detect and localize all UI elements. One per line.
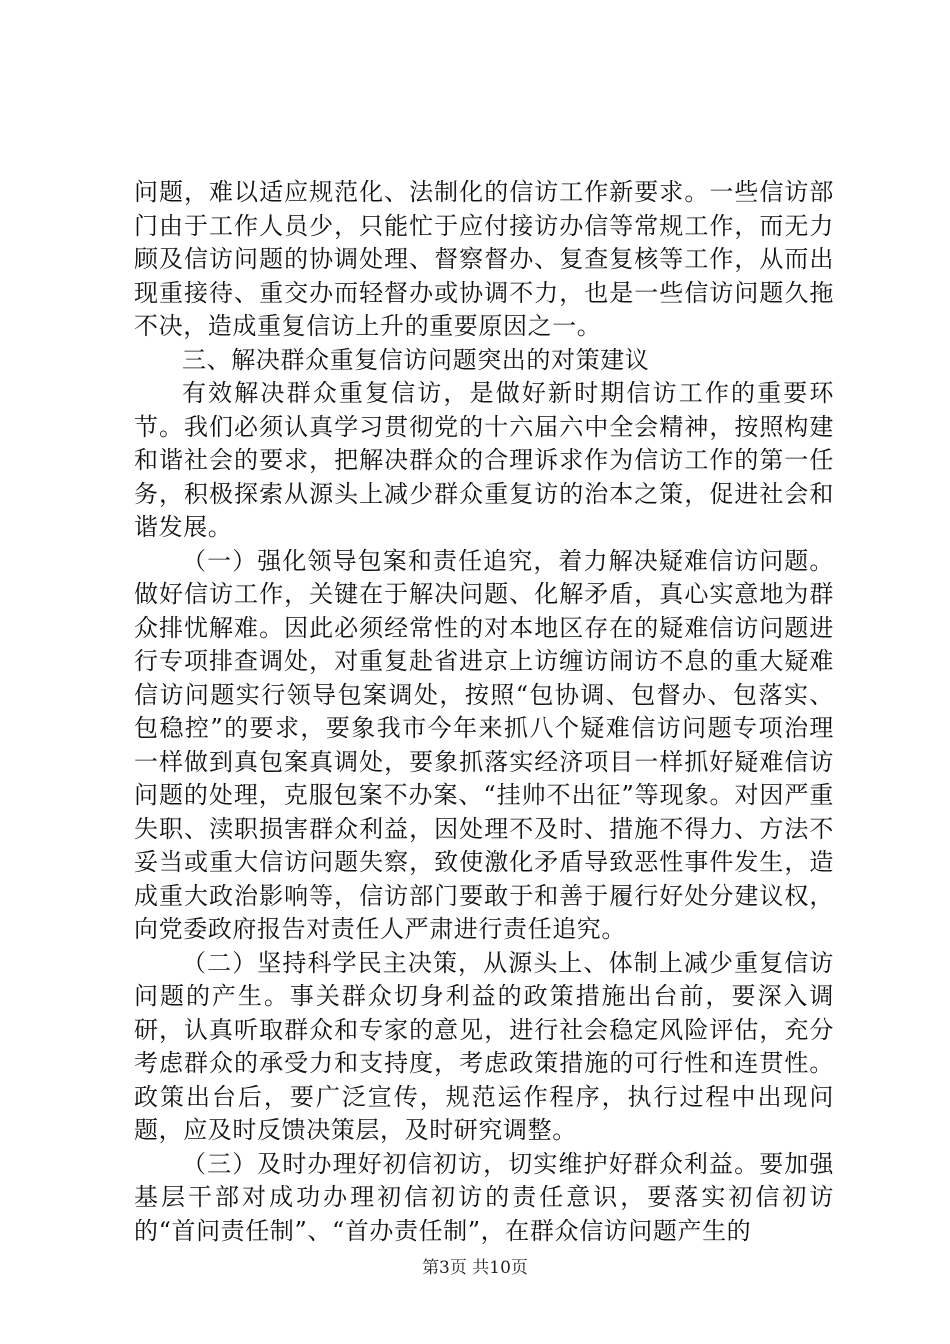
page-footer bbox=[0, 1253, 950, 1278]
document-body bbox=[134, 176, 834, 1248]
paragraph-continuation: 问题，难以适应规范化、法制化的信访工作新要求。一些信访部门由于工作人员少，只能忙于应付接访办信等常规工作，而无力顾及信访问题的协调处理、督察督办、复查复核等工作，从而出现重接待、重交办而轻督办或协调不力，也是一些信访问题久拖不决，造成重复信访上升的重要原因之一。 bbox=[134, 178, 834, 340]
paragraph-point-1: （一）强化领导包案和责任追究，着力解决疑难信访问题。做好信访工作，关键在于解决问题、化解矛盾，真心实意地为群众排忧解难。因此必须经常性的对本地区存在的疑难信访问题进行专项排查调处，对重复赴省进京上访缠访闹访不息的重大疑难信访问题实行领导包案调处，按照“包协调、包督办、包落实、包稳控”的要求，要象我市今年来抓八个疑难信访问题专项治理一样做到真包案真调处，要象抓落实经济项目一样抓好疑难信访问题的处理，克服包案不办案、“挂帅不出征”等现象。对因严重失职、渎职损害群众利益，因处理不及时、措施不得力、方法不妥当或重大信访问题失察，致使激化矛盾导致恶性事件发生，造成重大政治影响等，信访部门要敢于和善于履行好处分建议权，向党委政府报告对责任人严肃进行责任追究。 bbox=[134, 546, 834, 943]
section-heading: 三、解决群众重复信访问题突出的对策建议 bbox=[182, 345, 650, 374]
paragraph-point-2: （二）坚持科学民主决策，从源头上、体制上减少重复信访问题的产生。事关群众切身利益的政策措施出台前，要深入调研，认真听取群众和专家的意见，进行社会稳定风险评估，充分考虑群众的承受力和支持度，考虑政策措施的可行性和连贯性。政策出台后，要广泛宣传，规范运作程序，执行过程中出现问题，应及时反馈决策层，及时研究调整。 bbox=[134, 948, 834, 1144]
paragraph-intro: 有效解决群众重复信访，是做好新时期信访工作的重要环节。我们必须认真学习贯彻党的十六届六中全会精神，按照构建和谐社会的要求，把解决群众的合理诉求作为信访工作的第一任务，积极探索从源头上减少群众重复访的治本之策，促进社会和谐发展。 bbox=[134, 379, 834, 541]
page-number: 第3页 共10页 bbox=[422, 1258, 528, 1278]
paragraph-point-3: （三）及时办理好初信初访，切实维护好群众利益。要加强基层干部对成功办理初信初访的责任意识，要落实初信初访的“首问责任制”、“首办责任制”，在群众信访问题产生的 bbox=[134, 1149, 834, 1245]
